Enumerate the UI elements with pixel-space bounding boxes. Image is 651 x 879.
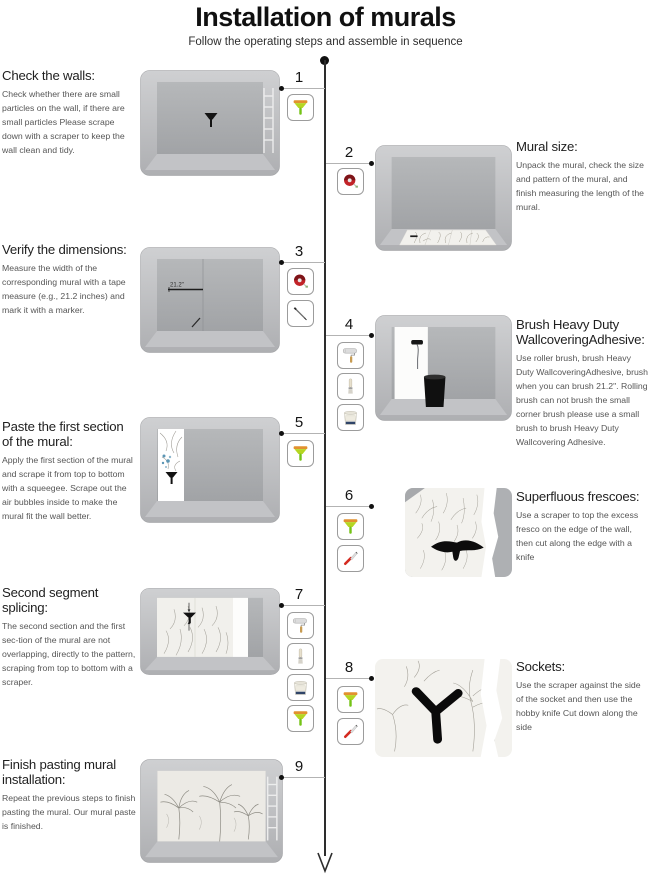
knife-icon <box>337 545 364 572</box>
step-body: Measure the width of the corresponding mural with a tape measure (e.g., 21.2 inches) and mark it with a marker. <box>2 262 126 316</box>
step-connector-dot <box>279 86 284 91</box>
squeegee-icon <box>337 686 364 713</box>
squeegee-icon <box>287 440 314 467</box>
step-connector-dot <box>369 161 374 166</box>
step-body: Check whether there are small particles on the wall, if there are small particles Please scrape down with a scraper to keep the wall clean and tidy. <box>2 88 125 156</box>
step-body: Unpack the mural, check the size and pattern of the mural, and finish measuring the length of the mural. <box>516 159 644 213</box>
step-heading: Paste the first section of the mural: <box>2 419 124 449</box>
step-connector-dot <box>279 775 284 780</box>
step-number: 5 <box>294 414 304 431</box>
step-body: Use the scraper against the side of the socket and then use the hobby knife Cut down along the side <box>516 679 641 733</box>
step-connector-line <box>282 777 325 778</box>
step-number: 2 <box>344 144 354 161</box>
step-connector-line <box>282 433 325 434</box>
step-connector-dot <box>369 504 374 509</box>
marker-icon <box>287 300 314 327</box>
step-body: The second section and the first sec-tion of the mural are not overlapping, directly to the pattern, scraping from top to bottom with a scraper. <box>2 620 136 687</box>
step-body: Apply the first section of the mural and scrape it from top to bottom with a squeegee. Scrape out the air bubbles inside to make the mural fit the wall better. <box>2 454 133 521</box>
step-connector-line <box>282 262 325 263</box>
step-connector-line <box>326 506 371 507</box>
step-text-block <box>2 69 136 157</box>
step-heading: Superfluous frescoes: <box>516 489 640 504</box>
step-connector-line <box>326 335 371 336</box>
step-body: Use a scraper to top the excess fresco on the edge of the wall, then cut along the edge with a knife <box>516 509 639 563</box>
step-text-block <box>516 140 650 214</box>
step-heading: Second segment splicing: <box>2 585 99 615</box>
step-heading: Brush Heavy Duty WallcoveringAdhesive: <box>516 317 645 347</box>
small-brush-icon <box>337 373 364 400</box>
page-header <box>0 0 651 48</box>
step-illustration <box>375 315 512 421</box>
timeline-line <box>324 60 326 856</box>
step-text-block <box>2 243 136 317</box>
step-illustration <box>140 417 280 523</box>
timeline-arrow-icon <box>315 850 335 874</box>
step-heading: Mural size: <box>516 139 578 154</box>
step-heading: Check the walls: <box>2 68 95 83</box>
squeegee-icon <box>287 705 314 732</box>
step-illustration <box>140 759 283 863</box>
page-title: Installation of murals <box>195 2 456 32</box>
step-illustration <box>140 247 280 353</box>
step-illustration <box>375 145 512 251</box>
small-brush-icon <box>287 643 314 670</box>
step-number: 7 <box>294 586 304 603</box>
step-text-block <box>516 490 650 564</box>
roller-brush-icon <box>287 612 314 639</box>
step-body: Repeat the previous steps to finish pasting the mural. Our mural paste is finished. <box>2 792 136 831</box>
step-connector-dot <box>279 603 284 608</box>
step-connector-dot <box>279 431 284 436</box>
step-number: 8 <box>344 659 354 676</box>
tape-measure-icon <box>337 168 364 195</box>
step-illustration <box>140 588 280 675</box>
step-number: 9 <box>294 758 304 775</box>
step-illustration <box>375 659 512 757</box>
step-illustration <box>140 70 280 176</box>
step-number: 4 <box>344 316 354 333</box>
step-connector-line <box>282 88 325 89</box>
step-connector-line <box>326 163 371 164</box>
step-heading: Sockets: <box>516 659 565 674</box>
step-connector-line <box>326 678 371 679</box>
step-number: 3 <box>294 243 304 260</box>
tape-measure-icon <box>287 268 314 295</box>
step-illustration <box>405 488 512 577</box>
squeegee-icon <box>287 94 314 121</box>
adhesive-bucket-icon <box>337 404 364 431</box>
squeegee-icon <box>337 513 364 540</box>
step-text-block <box>2 586 136 689</box>
step-connector-dot <box>369 333 374 338</box>
step-text-block <box>516 318 650 449</box>
step-text-block <box>2 758 136 833</box>
step-number: 1 <box>294 69 304 86</box>
roller-brush-icon <box>337 342 364 369</box>
step-connector-dot <box>369 676 374 681</box>
step-text-block <box>516 660 650 734</box>
step-body: Use roller brush, brush Heavy Duty WallcoveringAdhesive, brush when you can brush 21.2". Rolling brush can not brush the small corner brush please use a small brush to brush Heavy Duty Wallcovering Adhesive. <box>516 352 648 448</box>
step-heading: Finish pasting mural installation: <box>2 757 117 787</box>
step-heading: Verify the dimensions: <box>2 242 127 257</box>
step-connector-dot <box>279 260 284 265</box>
page-subtitle: Follow the operating steps and assemble in sequence <box>188 36 463 48</box>
step-number: 6 <box>344 487 354 504</box>
svg-text:21.2": 21.2" <box>170 282 184 289</box>
adhesive-bucket-icon <box>287 674 314 701</box>
step-connector-line <box>282 605 325 606</box>
step-text-block <box>2 420 136 523</box>
knife-icon <box>337 718 364 745</box>
